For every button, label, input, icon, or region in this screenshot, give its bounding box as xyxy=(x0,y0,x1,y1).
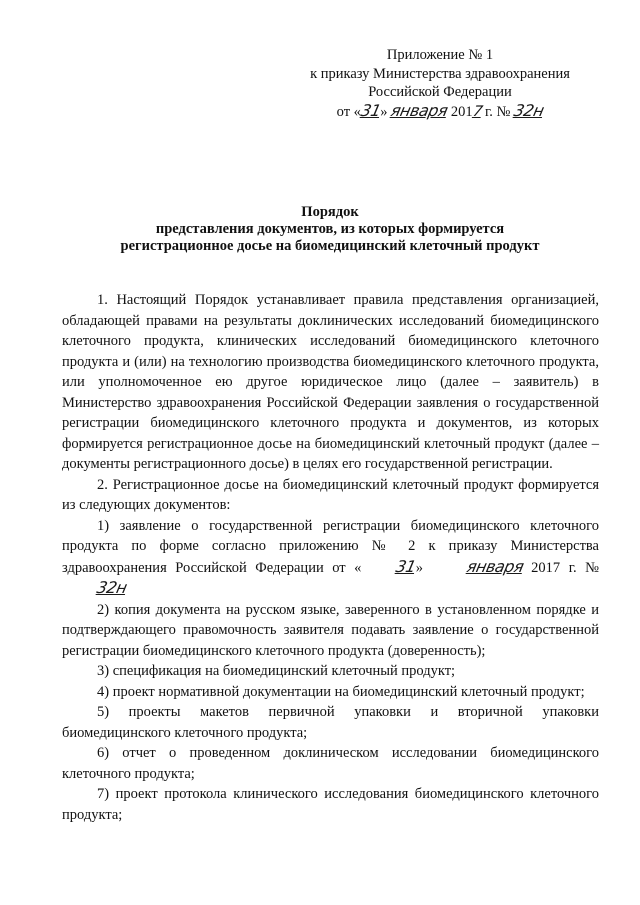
paragraph-1: 1. Настоящий Порядок устанавливает правила представления организацией, обладающей правами на результаты доклинических исследований биомедицинского клеточного продукта, клинических исследований биомедицинского клеточного продукта и (или) на технологию производства биомедицинского клеточного продукта, или уполномоченное ею другое юридическое лицо (далее – заявитель) в Министерство здравоохранения Российской Федерации заявления о государственной регистрации биомедицинского клеточного продукта и документов, из которых формируется регистрационное досье на биомедицинский клеточный продукт (далее – документы регистрационного досье) в целях его государственной регистрации. xyxy=(62,292,599,472)
list-item-1-year: 2017 г. № xyxy=(522,559,599,576)
appendix-date-line xyxy=(280,102,600,122)
paragraph-2: 2. Регистрационное досье на биомедицинский клеточный продукт формируется из следующих документов: xyxy=(62,476,599,513)
list-item-5: 5) проекты макетов первичной упаковки и вторичной упаковки биомедицинского клеточного продукта; xyxy=(62,704,599,741)
title-line-2: представления документов, из которых формируется xyxy=(155,221,505,237)
list-item-1 xyxy=(62,516,599,600)
list-item-1-mid: » xyxy=(415,559,432,576)
handwritten-order-number-2: 32н xyxy=(95,578,129,597)
list-item-3: 3) спецификация на биомедицинский клеточный продукт; xyxy=(97,663,456,679)
date-year-start: 201 xyxy=(447,103,473,120)
date-mid: » xyxy=(380,103,392,120)
list-item-1-text: 1) заявление о государственной регистрации биомедицинского клеточного продукта по форме согласно приложению № 2 к приказу Министерства здравоохранения Российской Федерации от « xyxy=(62,517,599,576)
appendix-number: Приложение № 1 xyxy=(386,47,494,63)
appendix-header xyxy=(280,46,600,121)
appendix-ministry: Российской Федерации xyxy=(368,84,512,100)
title-line-3: регистрационное досье на биомедицинский клеточный продукт xyxy=(120,238,540,254)
document-body xyxy=(62,290,599,825)
handwritten-day: 31 xyxy=(359,100,383,120)
handwritten-month-2: января xyxy=(464,556,525,576)
appendix-order-ref: к приказу Министерства здравоохранения xyxy=(310,65,570,82)
date-suffix: г. № xyxy=(481,103,515,120)
list-item-2: 2) копия документа на русском языке, заверенного в установленном порядке и подтверждающего правомочность заявителя подавать заявление о государственной регистрации биомедицинского клеточного продукта (доверенность); xyxy=(62,601,599,659)
list-item-6: 6) отчет о проведенном доклиническом исследовании биомедицинского клеточного продукта; xyxy=(62,745,599,782)
title-line-1: Порядок xyxy=(301,204,359,220)
document-title xyxy=(60,204,600,255)
list-item-7: 7) проект протокола клинического исследования биомедицинского клеточного продукта; xyxy=(62,786,599,823)
date-prefix: от « xyxy=(336,103,361,120)
handwritten-month: января xyxy=(389,100,450,120)
handwritten-order-number: 32н xyxy=(512,100,546,120)
handwritten-day-2: 31 xyxy=(394,556,418,576)
list-item-4: 4) проект нормативной документации на биомедицинский клеточный продукт; xyxy=(97,683,585,700)
handwritten-year-digit: 7 xyxy=(470,103,484,120)
